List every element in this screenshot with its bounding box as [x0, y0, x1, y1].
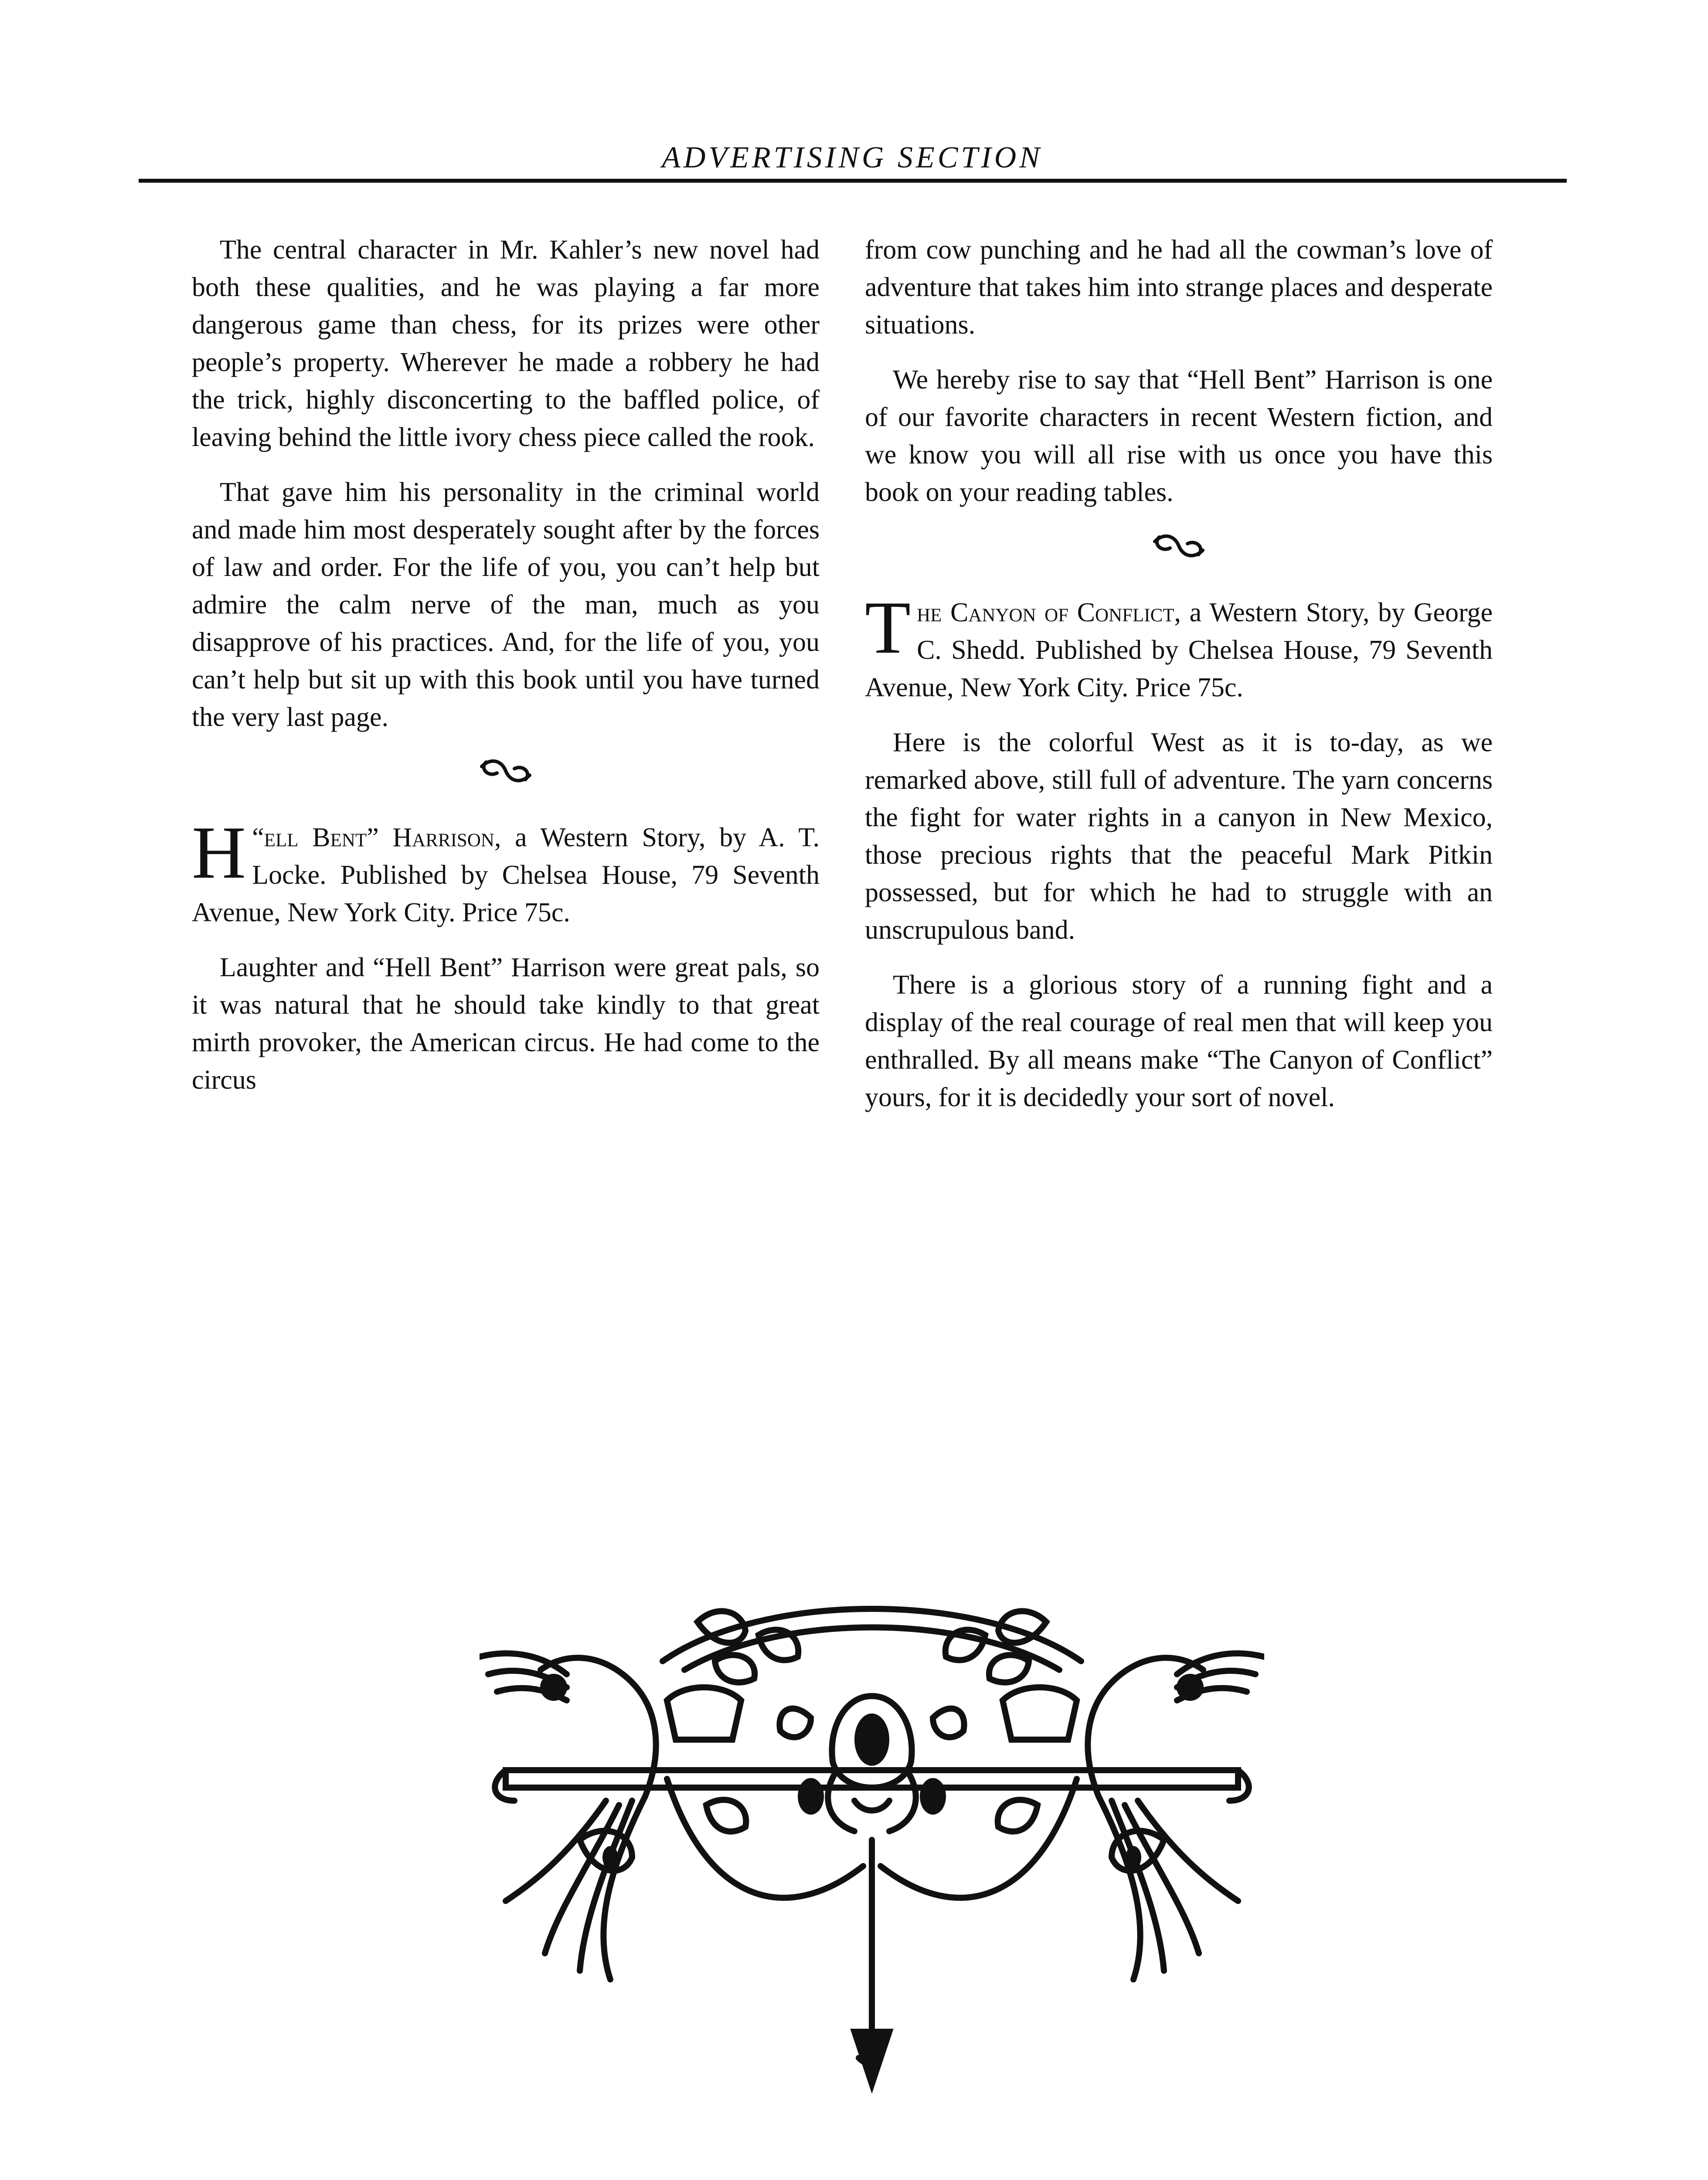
book-title: ell Bent” Harrison, [264, 823, 501, 852]
right-paragraph-3: Here is the colorful West as it is to-day, as we remarked above, still full of adventure. The yarn concerns the fight for water rights in a canyon in New Mexico, those precious rights that the peaceful Mark Pitkin possessed, but for which he had to struggle with an unscrupulous band. [865, 728, 1493, 945]
right-column [865, 231, 1493, 1134]
drop-cap: H [192, 811, 246, 894]
left-paragraph-3: Laughter and “Hell Bent” Harrison were great pals, so it was natural that he should take kindly to that great mirth provoker, the American circus. He had come to the circus [192, 953, 820, 1095]
opening-quote: “ [252, 823, 264, 852]
book-details: a Western Story, by George C. Shedd. Published by Chelsea House, 79 Seventh Avenue, New York City. Price 75c. [865, 598, 1493, 702]
header-rule [139, 179, 1567, 183]
book-details: a Western Story, by A. T. Locke. Published by Chelsea House, 79 Seventh Avenue, New York City. Price 75c. [192, 823, 820, 927]
birds-and-leaves-vignette [480, 1596, 1264, 2097]
right-paragraph-2: We hereby rise to say that “Hell Bent” Harrison is one of our favorite characters in recent Western fiction, and we know you will all rise with us once you have this book on your reading tables. [865, 365, 1493, 507]
left-paragraph-2: That gave him his personality in the criminal world and made him most desperately sought after by the forces of law and order. For the life of you, you can’t help but admire the calm nerve of the man, much as you disapprove of his practices. And, for the life of you, you can’t help but sit up with this book until you have turned the very last page. [192, 477, 820, 732]
left-paragraph-1: The central character in Mr. Kahler’s new novel had both these qualities, and he was playing a far more dangerous game than chess, for its prizes were other people’s property. Wherever he made a robbery he had the trick, highly disconcerting to the baffled police, of leaving behind the little ivory chess piece called the rook. [192, 235, 820, 452]
right-paragraph-1: from cow punching and he had all the cowman’s love of adventure that takes him into strange places and desperate situations. [865, 235, 1493, 340]
left-column [192, 231, 820, 1116]
swash-ornament-icon [192, 753, 820, 793]
book-entry-hell-bent [192, 811, 820, 931]
book-entry-canyon [865, 586, 1493, 706]
swash-ornament-icon [865, 528, 1493, 568]
book-title: he Canyon of Conflict, [917, 598, 1181, 627]
drop-cap: T [865, 586, 911, 669]
page-header: ADVERTISING SECTION [662, 141, 1043, 174]
right-paragraph-4: There is a glorious story of a running fight and a display of the real courage of real men that will keep you enthralled. By all means make “The Canyon of Conflict” yours, for it is decidedly your sort of novel. [865, 970, 1493, 1112]
